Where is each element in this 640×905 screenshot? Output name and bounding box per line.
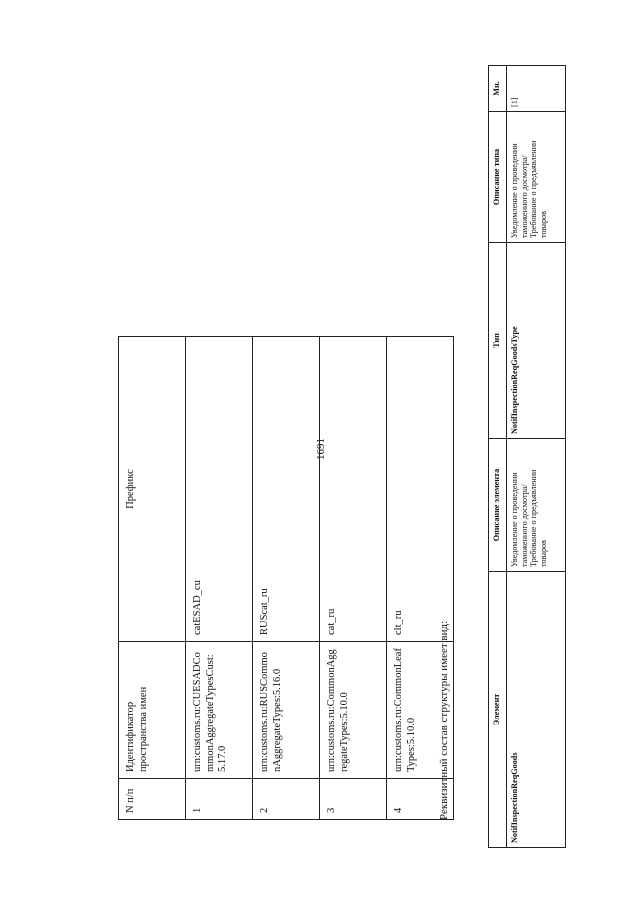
page-number: 1691 <box>315 438 327 460</box>
multiplicity: [1] <box>507 66 566 112</box>
namespace-table <box>118 336 454 820</box>
table-row <box>320 337 387 820</box>
header-element-description: Описание элемента <box>489 439 507 572</box>
table-row <box>253 337 320 820</box>
header-type: Тип <box>489 243 507 439</box>
element-description: Уведомление о проведении таможенного досмотра/ Требование о предъявлении товаров <box>507 439 566 572</box>
namespace-table-container <box>118 336 417 820</box>
requisite-table <box>488 65 566 848</box>
namespace-prefix: cat_ru <box>320 337 387 642</box>
type-name: NotifInspectionReqGoodsType <box>507 243 566 439</box>
header-element: Элемент <box>489 572 507 848</box>
header-n: N п/п <box>119 779 186 820</box>
header-identifier: Идентификатор пространства имен <box>119 642 186 779</box>
header-prefix: Префикс <box>119 337 186 642</box>
row-number: 2 <box>253 779 320 820</box>
namespace-prefix: RUScat_ru <box>253 337 320 642</box>
namespace-identifier: urn:customs.ru:RUSCommonAggregateTypes:5.16.0 <box>253 642 320 779</box>
header-type-description: Описание типа <box>489 112 507 243</box>
row-number: 4 <box>387 779 454 820</box>
header-multiplicity: Мн. <box>489 66 507 112</box>
structure-caption: Реквизитный состав структуры имеет вид: <box>438 620 450 820</box>
type-description: Уведомление о проведении таможенного досмотра/ Требование о предъявлении товаров <box>507 112 566 243</box>
namespace-prefix: catESAD_cu <box>186 337 253 642</box>
namespace-identifier: urn:customs.ru:CUESADCommonAggregateTypesCust:5.17.0 <box>186 642 253 779</box>
namespace-identifier: urn:customs.ru:CommonAggregateTypes:5.10.0 <box>320 642 387 779</box>
row-number: 3 <box>320 779 387 820</box>
requisite-table-header <box>489 66 507 848</box>
namespace-prefix: clt_ru <box>387 337 454 642</box>
namespace-table-header <box>119 337 186 820</box>
row-number: 1 <box>186 779 253 820</box>
element-name: NotifInspectionReqGoods <box>507 572 566 848</box>
table-row <box>186 337 253 820</box>
table-row <box>507 66 566 848</box>
namespace-identifier: urn:customs.ru:CommonLeafTypes:5.10.0 <box>387 642 454 779</box>
requisite-table-container <box>488 66 568 848</box>
